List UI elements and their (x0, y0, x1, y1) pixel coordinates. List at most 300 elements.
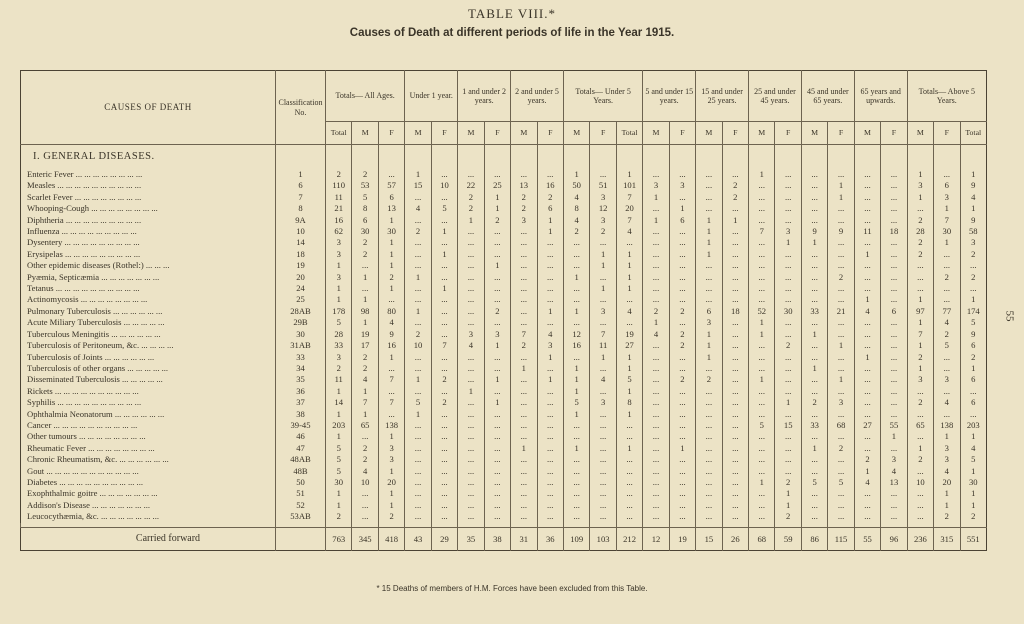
classification-no: 19 (276, 260, 326, 271)
value-cell: 2 (431, 397, 457, 408)
value-cell: ... (749, 488, 775, 499)
cause-name: Rickets ... ... ... ... ... ... ... ... ... ... (27, 385, 139, 396)
table-row (21, 409, 987, 420)
cause-name: Diabetes ... ... ... ... ... ... ... ... ... ... (27, 476, 144, 487)
value-cell: 1 (484, 397, 510, 408)
value-cell: ... (484, 294, 510, 305)
value-cell: 1 (563, 409, 589, 420)
value-cell: ... (801, 215, 827, 226)
empty-cell (775, 145, 801, 170)
classification-no: 37 (276, 397, 326, 408)
header-sub: F (881, 122, 907, 145)
value-cell: ... (722, 386, 748, 397)
value-cell: 1 (828, 340, 854, 351)
value-cell: ... (722, 397, 748, 408)
value-cell: 28 (326, 329, 352, 340)
header-sub: F (669, 122, 695, 145)
value-cell: ... (854, 340, 880, 351)
value-cell: ... (907, 431, 933, 442)
value-cell: ... (881, 192, 907, 203)
value-cell: ... (722, 169, 748, 180)
value-cell: ... (801, 488, 827, 499)
value-cell: ... (616, 237, 642, 248)
value-cell: ... (828, 500, 854, 511)
classification-no: 28AB (276, 306, 326, 317)
value-cell: 30 (352, 226, 378, 237)
classification-no: 10 (276, 226, 326, 237)
total-cell: 109 (563, 527, 589, 550)
value-cell: 4 (458, 340, 484, 351)
value-cell: ... (643, 511, 669, 522)
table-row (21, 386, 987, 397)
classification-no: 7 (276, 192, 326, 203)
value-cell: ... (854, 169, 880, 180)
value-cell: 2 (590, 226, 616, 237)
value-cell: 3 (326, 352, 352, 363)
value-cell: ... (405, 431, 431, 442)
value-cell: 1 (669, 443, 695, 454)
value-cell: ... (563, 260, 589, 271)
value-cell: 10 (405, 340, 431, 351)
value-cell: ... (696, 420, 722, 431)
value-cell: 9 (801, 226, 827, 237)
value-cell: 1 (405, 272, 431, 283)
value-cell: ... (696, 443, 722, 454)
value-cell: 2 (352, 352, 378, 363)
value-cell: 1 (431, 249, 457, 260)
value-cell: 3 (590, 215, 616, 226)
value-cell: ... (775, 374, 801, 385)
value-cell: 1 (749, 169, 775, 180)
value-cell: 6 (537, 203, 563, 214)
value-cell: 138 (934, 420, 960, 431)
table-row (21, 454, 987, 465)
value-cell: 10 (352, 477, 378, 488)
value-cell: ... (511, 500, 537, 511)
value-cell: ... (696, 431, 722, 442)
value-cell: 2 (669, 340, 695, 351)
value-cell: ... (511, 169, 537, 180)
value-cell: ... (352, 431, 378, 442)
value-cell: 1 (484, 260, 510, 271)
value-cell: ... (537, 249, 563, 260)
value-cell: 16 (537, 180, 563, 191)
cause-name: Exophthalmic goitre ... ... ... ... ... ... ... (27, 488, 158, 499)
value-cell: ... (484, 283, 510, 294)
value-cell: ... (643, 340, 669, 351)
value-cell: ... (431, 260, 457, 271)
value-cell: ... (458, 409, 484, 420)
value-cell: 2 (960, 511, 986, 522)
value-cell: ... (669, 477, 695, 488)
value-cell: 1 (907, 363, 933, 374)
value-cell: ... (881, 169, 907, 180)
value-cell: 1 (563, 386, 589, 397)
classification-no: 35 (276, 374, 326, 385)
value-cell: 1 (326, 431, 352, 442)
value-cell: ... (537, 420, 563, 431)
value-cell: ... (537, 283, 563, 294)
value-cell: 4 (960, 192, 986, 203)
value-cell: 2 (934, 511, 960, 522)
value-cell: 1 (960, 466, 986, 477)
empty-cell (828, 145, 854, 170)
cause-name: Erysipelas ... ... ... ... ... ... ... ... ... (27, 248, 141, 259)
value-cell: ... (722, 466, 748, 477)
value-cell: ... (484, 477, 510, 488)
header-sub: F (378, 122, 404, 145)
value-cell: 2 (828, 272, 854, 283)
value-cell: 1 (484, 192, 510, 203)
value-cell: 4 (563, 215, 589, 226)
classification-no: 33 (276, 352, 326, 363)
value-cell: ... (590, 511, 616, 522)
value-cell: 7 (352, 397, 378, 408)
value-cell: ... (431, 294, 457, 305)
table-row (21, 237, 987, 248)
value-cell: 1 (352, 317, 378, 328)
total-cell: 31 (511, 527, 537, 550)
value-cell: 3 (326, 237, 352, 248)
value-cell: ... (405, 466, 431, 477)
header-sub: M (643, 122, 669, 145)
value-cell: ... (484, 409, 510, 420)
value-cell: ... (537, 454, 563, 465)
value-cell: ... (722, 500, 748, 511)
value-cell: ... (669, 386, 695, 397)
value-cell: 2 (352, 454, 378, 465)
value-cell: ... (511, 294, 537, 305)
value-cell: ... (881, 215, 907, 226)
value-cell: 19 (352, 329, 378, 340)
classification-no: 38 (276, 409, 326, 420)
value-cell: ... (907, 386, 933, 397)
value-cell: ... (722, 260, 748, 271)
table-row (21, 329, 987, 340)
value-cell: ... (458, 488, 484, 499)
value-cell: ... (643, 283, 669, 294)
value-cell: ... (643, 477, 669, 488)
value-cell: ... (511, 317, 537, 328)
header-sub: F (484, 122, 510, 145)
value-cell: 18 (881, 226, 907, 237)
value-cell: ... (590, 477, 616, 488)
classification-no: 8 (276, 203, 326, 214)
table-row (21, 192, 987, 203)
value-cell: ... (511, 283, 537, 294)
value-cell: ... (828, 260, 854, 271)
value-cell: 1 (775, 237, 801, 248)
value-cell: ... (431, 466, 457, 477)
value-cell: ... (934, 352, 960, 363)
value-cell: 1 (775, 488, 801, 499)
value-cell: ... (828, 294, 854, 305)
value-cell: ... (749, 249, 775, 260)
table-row (21, 215, 987, 226)
table-row (21, 352, 987, 363)
value-cell: ... (960, 260, 986, 271)
value-cell: 1 (563, 169, 589, 180)
value-cell: 1 (881, 431, 907, 442)
value-cell: ... (854, 203, 880, 214)
value-cell: 1 (907, 169, 933, 180)
value-cell: ... (696, 294, 722, 305)
classification-no: 29B (276, 317, 326, 328)
empty-cell (801, 145, 827, 170)
value-cell: 1 (696, 352, 722, 363)
value-cell: ... (511, 431, 537, 442)
value-cell: ... (775, 454, 801, 465)
page-number: 55 (1003, 310, 1016, 322)
value-cell: 14 (326, 397, 352, 408)
value-cell: ... (484, 420, 510, 431)
value-cell: 2 (722, 192, 748, 203)
value-cell: 16 (378, 340, 404, 351)
value-cell: ... (643, 374, 669, 385)
value-cell: 1 (378, 488, 404, 499)
classification-no: 36 (276, 386, 326, 397)
value-cell: ... (722, 511, 748, 522)
cause-name: Pulmonary Tuberculosis ... ... ... ... ... ... (27, 305, 163, 316)
value-cell: ... (458, 511, 484, 522)
value-cell: 13 (511, 180, 537, 191)
header-sub: M (696, 122, 722, 145)
value-cell: 11 (326, 374, 352, 385)
value-cell: ... (669, 363, 695, 374)
value-cell: 58 (960, 226, 986, 237)
value-cell: ... (801, 249, 827, 260)
value-cell: ... (643, 249, 669, 260)
value-cell: ... (881, 363, 907, 374)
value-cell: ... (511, 237, 537, 248)
value-cell: 20 (378, 477, 404, 488)
value-cell: 4 (616, 226, 642, 237)
value-cell: 25 (484, 180, 510, 191)
value-cell: ... (537, 317, 563, 328)
value-cell: 101 (616, 180, 642, 191)
value-cell: 2 (775, 511, 801, 522)
value-cell: ... (563, 500, 589, 511)
table-row (21, 340, 987, 351)
classification-no: 20 (276, 272, 326, 283)
value-cell: ... (669, 466, 695, 477)
total-cell: 36 (537, 527, 563, 550)
value-cell: ... (854, 180, 880, 191)
value-cell: 1 (616, 352, 642, 363)
value-cell: ... (854, 409, 880, 420)
value-cell: ... (696, 477, 722, 488)
value-cell: 3 (934, 454, 960, 465)
value-cell: 2 (934, 329, 960, 340)
value-cell: 1 (326, 283, 352, 294)
header-sub: F (828, 122, 854, 145)
cause-name: Other epidemic diseases (Rothel:) ... ... ... (27, 260, 170, 271)
value-cell: ... (405, 192, 431, 203)
value-cell: ... (431, 488, 457, 499)
value-cell: ... (431, 272, 457, 283)
value-cell: ... (854, 511, 880, 522)
value-cell: ... (749, 260, 775, 271)
value-cell: 4 (352, 466, 378, 477)
value-cell: 2 (511, 192, 537, 203)
value-cell: ... (854, 386, 880, 397)
value-cell: ... (775, 260, 801, 271)
value-cell: 30 (378, 226, 404, 237)
value-cell: ... (458, 283, 484, 294)
value-cell: ... (696, 397, 722, 408)
value-cell: 3 (326, 249, 352, 260)
value-cell: ... (854, 272, 880, 283)
value-cell: ... (352, 511, 378, 522)
value-cell: ... (722, 454, 748, 465)
cause-name: Chronic Rheumatism, &c. ... ... ... ... ... ... (27, 454, 169, 465)
value-cell: ... (696, 409, 722, 420)
value-cell: 15 (405, 180, 431, 191)
value-cell: ... (801, 180, 827, 191)
value-cell: 2 (352, 443, 378, 454)
value-cell: 1 (749, 374, 775, 385)
value-cell: 5 (326, 317, 352, 328)
value-cell: 53 (352, 180, 378, 191)
value-cell: ... (669, 283, 695, 294)
header-group: 15 and under 25 years. (696, 71, 749, 122)
value-cell: ... (405, 352, 431, 363)
empty-cell (616, 145, 642, 170)
value-cell: ... (590, 317, 616, 328)
classification-no: 9A (276, 215, 326, 226)
value-cell: ... (590, 294, 616, 305)
value-cell: ... (907, 283, 933, 294)
value-cell: 5 (828, 477, 854, 488)
value-cell: ... (669, 409, 695, 420)
value-cell: 7 (378, 397, 404, 408)
value-cell: ... (484, 386, 510, 397)
value-cell: ... (563, 317, 589, 328)
value-cell: ... (881, 340, 907, 351)
value-cell: ... (431, 409, 457, 420)
header-group: 2 and under 5 years. (511, 71, 564, 122)
value-cell: 110 (326, 180, 352, 191)
value-cell: 203 (960, 420, 986, 431)
value-cell: ... (722, 374, 748, 385)
value-cell: ... (431, 215, 457, 226)
value-cell: 4 (934, 397, 960, 408)
value-cell: ... (405, 477, 431, 488)
value-cell: 1 (696, 215, 722, 226)
value-cell: 3 (590, 192, 616, 203)
value-cell: ... (907, 511, 933, 522)
value-cell: ... (722, 317, 748, 328)
value-cell: ... (775, 443, 801, 454)
value-cell: ... (458, 317, 484, 328)
value-cell: ... (669, 260, 695, 271)
value-cell: ... (801, 511, 827, 522)
value-cell: ... (722, 409, 748, 420)
value-cell: 1 (616, 260, 642, 271)
value-cell: ... (907, 409, 933, 420)
value-cell: 13 (881, 477, 907, 488)
value-cell: 2 (669, 374, 695, 385)
value-cell: ... (511, 420, 537, 431)
value-cell: ... (775, 352, 801, 363)
total-cell: 26 (722, 527, 748, 550)
value-cell: ... (511, 488, 537, 499)
value-cell: 33 (801, 420, 827, 431)
value-cell: 3 (960, 237, 986, 248)
value-cell: ... (431, 306, 457, 317)
value-cell: ... (722, 203, 748, 214)
table-row (21, 397, 987, 408)
value-cell: ... (511, 249, 537, 260)
value-cell: ... (828, 283, 854, 294)
value-cell: 2 (511, 203, 537, 214)
value-cell: ... (669, 317, 695, 328)
value-cell: 1 (960, 203, 986, 214)
value-cell: ... (537, 443, 563, 454)
value-cell: ... (854, 397, 880, 408)
table-row (21, 203, 987, 214)
value-cell: ... (722, 488, 748, 499)
value-cell: 4 (881, 466, 907, 477)
value-cell: 3 (907, 374, 933, 385)
value-cell: ... (775, 363, 801, 374)
value-cell: 1 (801, 329, 827, 340)
value-cell: 1 (616, 272, 642, 283)
value-cell: ... (881, 283, 907, 294)
cause-name: Actinomycosis ... ... ... ... ... ... ... ... (27, 294, 148, 305)
empty-cell (960, 145, 986, 170)
table-row (21, 374, 987, 385)
value-cell: 97 (907, 306, 933, 317)
header-sub: F (590, 122, 616, 145)
value-cell: ... (722, 352, 748, 363)
value-cell: 5 (431, 203, 457, 214)
value-cell: ... (484, 466, 510, 477)
value-cell: ... (828, 386, 854, 397)
value-cell: ... (590, 454, 616, 465)
value-cell: 1 (326, 260, 352, 271)
value-cell: 5 (326, 466, 352, 477)
value-cell: ... (881, 386, 907, 397)
value-cell: ... (643, 169, 669, 180)
header-sub: F (722, 122, 748, 145)
value-cell: 57 (378, 180, 404, 191)
value-cell: ... (511, 466, 537, 477)
value-cell: ... (643, 226, 669, 237)
value-cell: ... (854, 237, 880, 248)
value-cell: ... (616, 317, 642, 328)
value-cell: ... (881, 260, 907, 271)
value-cell: ... (431, 454, 457, 465)
value-cell: ... (431, 352, 457, 363)
value-cell: 55 (881, 420, 907, 431)
value-cell: 1 (960, 363, 986, 374)
value-cell: ... (590, 443, 616, 454)
empty-cell (881, 145, 907, 170)
value-cell: 3 (511, 215, 537, 226)
value-cell: ... (537, 363, 563, 374)
value-cell: 1 (749, 329, 775, 340)
value-cell: 21 (326, 203, 352, 214)
value-cell: ... (854, 283, 880, 294)
value-cell: 1 (563, 374, 589, 385)
value-cell: 80 (378, 306, 404, 317)
value-cell: ... (431, 431, 457, 442)
value-cell: 3 (590, 306, 616, 317)
value-cell: ... (801, 466, 827, 477)
value-cell: ... (405, 511, 431, 522)
value-cell: 2 (722, 180, 748, 191)
